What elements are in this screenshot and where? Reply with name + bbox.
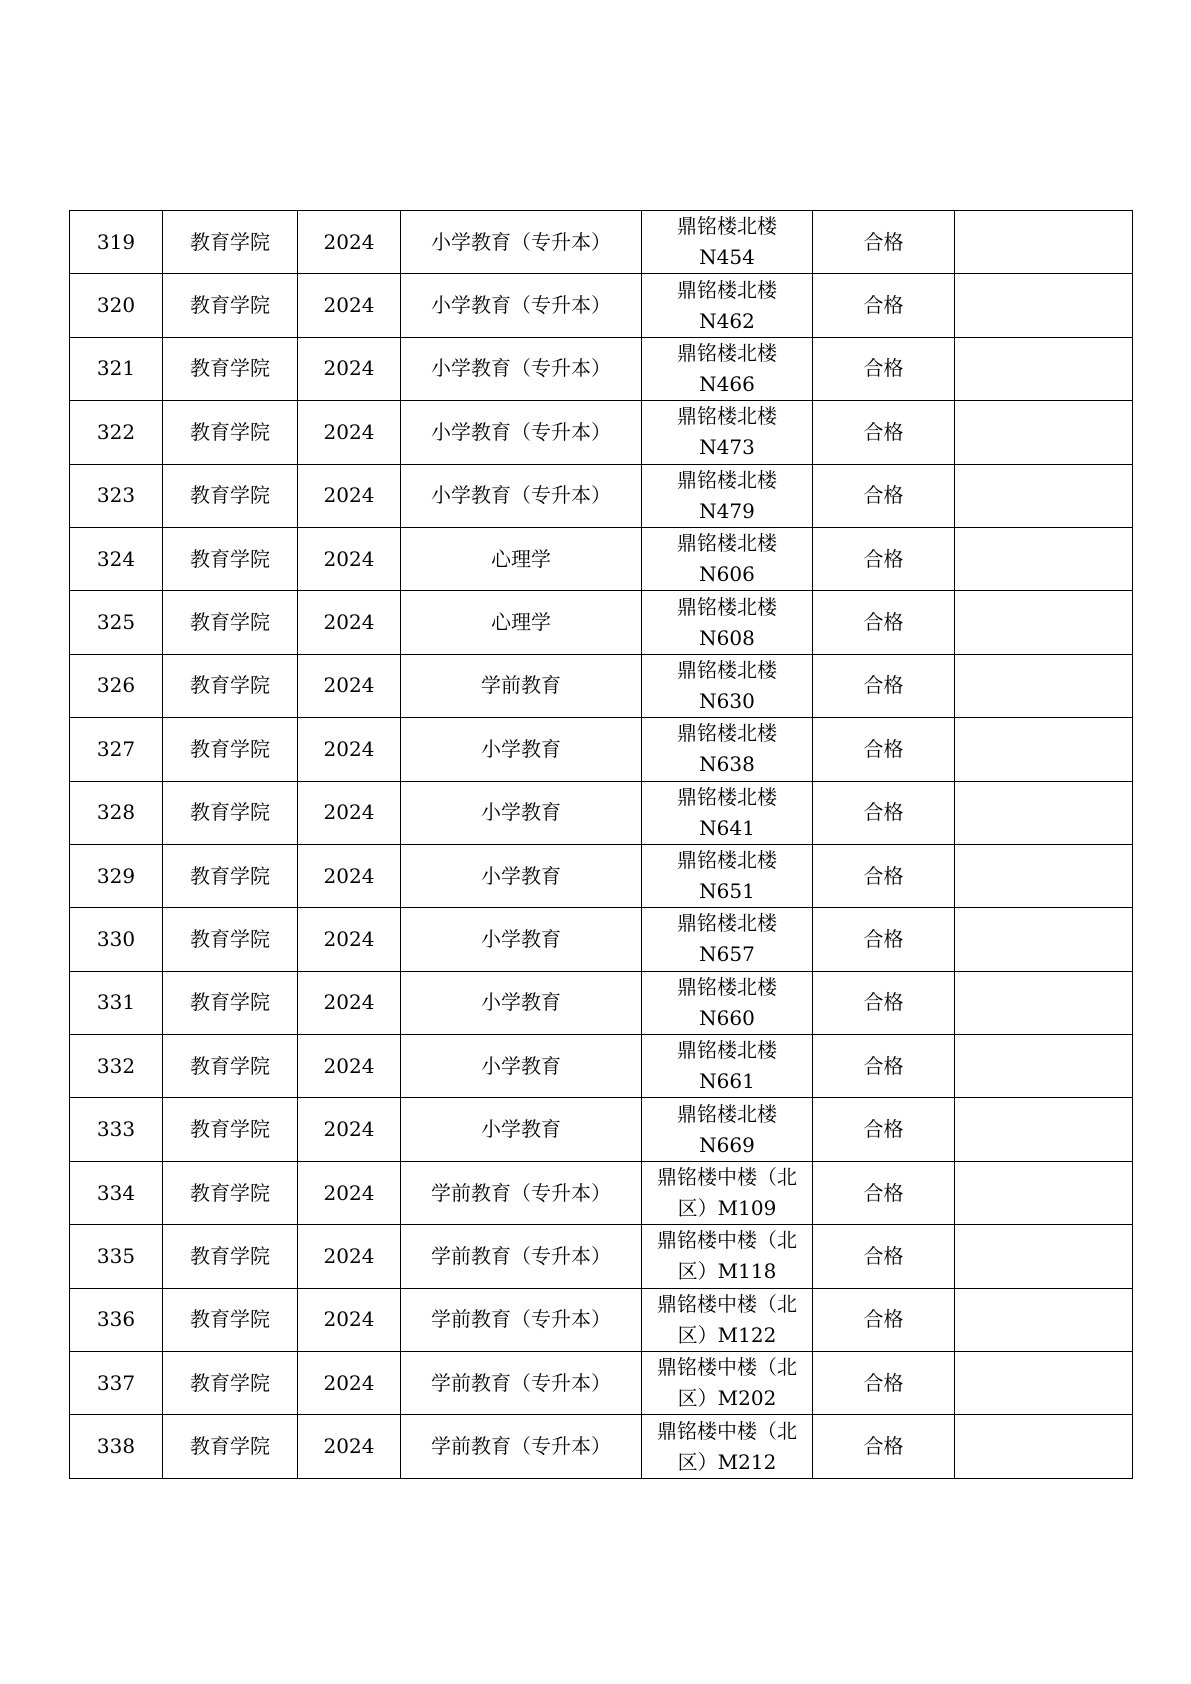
dorm-room-number-text: N630 (699, 688, 755, 713)
dorm-room-cell (642, 1161, 813, 1224)
table-row (70, 908, 1133, 971)
result-cell: 合格 (813, 1098, 955, 1161)
result-cell: 合格 (813, 781, 955, 844)
dorm-room-cell (642, 464, 813, 527)
result-cell: 合格 (813, 718, 955, 781)
dorm-room-number-text: N454 (699, 245, 755, 270)
note-cell (955, 1161, 1133, 1224)
major-cell: 小学教育 (401, 718, 642, 781)
result-cell: 合格 (813, 527, 955, 590)
major-cell: 学前教育（专升本） (401, 1288, 642, 1351)
result-cell: 合格 (813, 211, 955, 274)
dorm-room-number-text: N669 (699, 1132, 755, 1157)
dorm-room-cell (642, 1225, 813, 1288)
table-row (70, 337, 1133, 400)
major-cell: 小学教育 (401, 908, 642, 971)
note-cell (955, 781, 1133, 844)
dorm-building-text: 鼎铭楼中楼（北 (657, 1228, 797, 1253)
major-cell: 学前教育（专升本） (401, 1415, 642, 1478)
dorm-building-text: 鼎铭楼北楼 (677, 784, 777, 809)
row-number-cell: 338 (70, 1415, 163, 1478)
note-cell (955, 971, 1133, 1034)
row-number-cell: 323 (70, 464, 163, 527)
dorm-building-text: 鼎铭楼北楼 (677, 911, 777, 936)
dorm-room-number-text: N651 (699, 879, 755, 904)
year-cell: 2024 (298, 337, 401, 400)
dorm-building-text: 鼎铭楼中楼（北 (657, 1291, 797, 1316)
dorm-room-number-text: N462 (699, 308, 755, 333)
note-cell (955, 1352, 1133, 1415)
note-cell (955, 464, 1133, 527)
year-cell: 2024 (298, 844, 401, 907)
dorm-room-number-text: N660 (699, 1005, 755, 1030)
dorm-building-text: 鼎铭楼中楼（北 (657, 1418, 797, 1443)
result-cell: 合格 (813, 971, 955, 1034)
dorm-room-cell (642, 654, 813, 717)
dorm-building-text: 鼎铭楼北楼 (677, 848, 777, 873)
note-cell (955, 591, 1133, 654)
row-number-cell: 335 (70, 1225, 163, 1288)
year-cell: 2024 (298, 527, 401, 590)
year-cell: 2024 (298, 211, 401, 274)
table-row (70, 1035, 1133, 1098)
table-row (70, 464, 1133, 527)
note-cell (955, 718, 1133, 781)
result-cell: 合格 (813, 1352, 955, 1415)
college-cell: 教育学院 (163, 971, 298, 1034)
major-cell: 学前教育（专升本） (401, 1352, 642, 1415)
dorm-room-cell (642, 274, 813, 337)
note-cell (955, 1415, 1133, 1478)
row-number-cell: 332 (70, 1035, 163, 1098)
dorm-room-number-text: 区）M202 (677, 1386, 777, 1411)
dorm-room-number-text: N657 (699, 942, 755, 967)
college-cell: 教育学院 (163, 274, 298, 337)
row-number-cell: 320 (70, 274, 163, 337)
dorm-building-text: 鼎铭楼北楼 (677, 404, 777, 429)
dorm-room-cell (642, 908, 813, 971)
table-row (70, 1415, 1133, 1478)
result-cell: 合格 (813, 1035, 955, 1098)
dorm-building-text: 鼎铭楼北楼 (677, 340, 777, 365)
dorm-room-cell (642, 718, 813, 781)
major-cell: 小学教育（专升本） (401, 464, 642, 527)
result-cell: 合格 (813, 274, 955, 337)
table-row (70, 274, 1133, 337)
college-cell: 教育学院 (163, 337, 298, 400)
result-cell: 合格 (813, 1225, 955, 1288)
dorm-room-cell (642, 337, 813, 400)
note-cell (955, 908, 1133, 971)
dorm-building-text: 鼎铭楼中楼（北 (657, 1355, 797, 1380)
college-cell: 教育学院 (163, 527, 298, 590)
table-row (70, 1225, 1133, 1288)
note-cell (955, 211, 1133, 274)
college-cell: 教育学院 (163, 654, 298, 717)
note-cell (955, 844, 1133, 907)
result-cell: 合格 (813, 1161, 955, 1224)
row-number-cell: 330 (70, 908, 163, 971)
row-number-cell: 319 (70, 211, 163, 274)
dorm-room-cell (642, 1352, 813, 1415)
dorm-room-number-text: 区）M109 (677, 1196, 777, 1221)
college-cell: 教育学院 (163, 718, 298, 781)
result-cell: 合格 (813, 908, 955, 971)
year-cell: 2024 (298, 1225, 401, 1288)
note-cell (955, 1288, 1133, 1351)
major-cell: 小学教育（专升本） (401, 274, 642, 337)
row-number-cell: 336 (70, 1288, 163, 1351)
note-cell (955, 527, 1133, 590)
year-cell: 2024 (298, 908, 401, 971)
college-cell: 教育学院 (163, 1288, 298, 1351)
dorm-room-number-text: 区）M212 (677, 1449, 777, 1474)
table-row (70, 401, 1133, 464)
major-cell: 小学教育（专升本） (401, 211, 642, 274)
major-cell: 小学教育 (401, 1098, 642, 1161)
major-cell: 学前教育（专升本） (401, 1161, 642, 1224)
dorm-building-text: 鼎铭楼北楼 (677, 1038, 777, 1063)
table-row (70, 591, 1133, 654)
row-number-cell: 325 (70, 591, 163, 654)
dorm-building-text: 鼎铭楼北楼 (677, 594, 777, 619)
year-cell: 2024 (298, 401, 401, 464)
result-cell: 合格 (813, 591, 955, 654)
dorm-building-text: 鼎铭楼北楼 (677, 531, 777, 556)
college-cell: 教育学院 (163, 1161, 298, 1224)
college-cell: 教育学院 (163, 591, 298, 654)
result-cell: 合格 (813, 654, 955, 717)
table-row (70, 1098, 1133, 1161)
table-row (70, 718, 1133, 781)
dorm-room-number-text: N608 (699, 625, 755, 650)
dorm-room-number-text: N641 (699, 815, 755, 840)
dorm-room-cell (642, 1098, 813, 1161)
dorm-room-number-text: N638 (699, 752, 755, 777)
college-cell: 教育学院 (163, 211, 298, 274)
table-row (70, 527, 1133, 590)
row-number-cell: 327 (70, 718, 163, 781)
dorm-building-text: 鼎铭楼北楼 (677, 214, 777, 239)
year-cell: 2024 (298, 654, 401, 717)
year-cell: 2024 (298, 1352, 401, 1415)
year-cell: 2024 (298, 781, 401, 844)
college-cell: 教育学院 (163, 401, 298, 464)
result-cell: 合格 (813, 401, 955, 464)
year-cell: 2024 (298, 1288, 401, 1351)
college-cell: 教育学院 (163, 1035, 298, 1098)
major-cell: 小学教育（专升本） (401, 337, 642, 400)
year-cell: 2024 (298, 274, 401, 337)
note-cell (955, 274, 1133, 337)
year-cell: 2024 (298, 718, 401, 781)
major-cell: 小学教育 (401, 971, 642, 1034)
table-row (70, 844, 1133, 907)
dorm-room-number-text: N479 (699, 498, 755, 523)
college-cell: 教育学院 (163, 1225, 298, 1288)
major-cell: 学前教育（专升本） (401, 1225, 642, 1288)
table-row (70, 971, 1133, 1034)
table-row (70, 1352, 1133, 1415)
result-cell: 合格 (813, 337, 955, 400)
dorm-room-cell (642, 781, 813, 844)
major-cell: 小学教育 (401, 781, 642, 844)
dorm-room-cell (642, 844, 813, 907)
result-cell: 合格 (813, 464, 955, 527)
row-number-cell: 322 (70, 401, 163, 464)
note-cell (955, 654, 1133, 717)
major-cell: 小学教育（专升本） (401, 401, 642, 464)
table-body (70, 211, 1133, 1479)
college-cell: 教育学院 (163, 1098, 298, 1161)
note-cell (955, 401, 1133, 464)
row-number-cell: 329 (70, 844, 163, 907)
dorm-room-cell (642, 971, 813, 1034)
year-cell: 2024 (298, 1161, 401, 1224)
table-row (70, 1161, 1133, 1224)
row-number-cell: 333 (70, 1098, 163, 1161)
row-number-cell: 326 (70, 654, 163, 717)
table-row (70, 1288, 1133, 1351)
dorm-room-number-text: 区）M122 (677, 1322, 777, 1347)
major-cell: 小学教育 (401, 1035, 642, 1098)
row-number-cell: 334 (70, 1161, 163, 1224)
dorm-room-cell (642, 211, 813, 274)
result-cell: 合格 (813, 1415, 955, 1478)
dorm-room-number-text: N606 (699, 562, 755, 587)
dorm-room-number-text: 区）M118 (677, 1259, 777, 1284)
row-number-cell: 328 (70, 781, 163, 844)
note-cell (955, 1098, 1133, 1161)
dorm-building-text: 鼎铭楼北楼 (677, 721, 777, 746)
result-cell: 合格 (813, 1288, 955, 1351)
dorm-room-cell (642, 401, 813, 464)
major-cell: 小学教育 (401, 844, 642, 907)
table-row (70, 781, 1133, 844)
college-cell: 教育学院 (163, 908, 298, 971)
note-cell (955, 337, 1133, 400)
result-cell: 合格 (813, 844, 955, 907)
dorm-building-text: 鼎铭楼北楼 (677, 657, 777, 682)
dorm-room-cell (642, 527, 813, 590)
dorm-room-cell (642, 1415, 813, 1478)
college-cell: 教育学院 (163, 464, 298, 527)
dorm-room-cell (642, 1288, 813, 1351)
major-cell: 心理学 (401, 591, 642, 654)
major-cell: 学前教育 (401, 654, 642, 717)
inspection-results-table (69, 210, 1133, 1479)
dorm-room-cell (642, 1035, 813, 1098)
dorm-room-number-text: N661 (699, 1069, 755, 1094)
college-cell: 教育学院 (163, 844, 298, 907)
year-cell: 2024 (298, 1035, 401, 1098)
dorm-room-number-text: N473 (699, 435, 755, 460)
major-cell: 心理学 (401, 527, 642, 590)
dorm-building-text: 鼎铭楼北楼 (677, 467, 777, 492)
dorm-building-text: 鼎铭楼北楼 (677, 1101, 777, 1126)
college-cell: 教育学院 (163, 781, 298, 844)
college-cell: 教育学院 (163, 1415, 298, 1478)
year-cell: 2024 (298, 1415, 401, 1478)
college-cell: 教育学院 (163, 1352, 298, 1415)
row-number-cell: 321 (70, 337, 163, 400)
dorm-building-text: 鼎铭楼北楼 (677, 974, 777, 999)
note-cell (955, 1035, 1133, 1098)
note-cell (955, 1225, 1133, 1288)
table-row (70, 211, 1133, 274)
row-number-cell: 337 (70, 1352, 163, 1415)
dorm-room-cell (642, 591, 813, 654)
year-cell: 2024 (298, 464, 401, 527)
row-number-cell: 324 (70, 527, 163, 590)
row-number-cell: 331 (70, 971, 163, 1034)
dorm-building-text: 鼎铭楼北楼 (677, 277, 777, 302)
year-cell: 2024 (298, 1098, 401, 1161)
dorm-room-number-text: N466 (699, 371, 755, 396)
dorm-building-text: 鼎铭楼中楼（北 (657, 1165, 797, 1190)
year-cell: 2024 (298, 591, 401, 654)
table-row (70, 654, 1133, 717)
year-cell: 2024 (298, 971, 401, 1034)
